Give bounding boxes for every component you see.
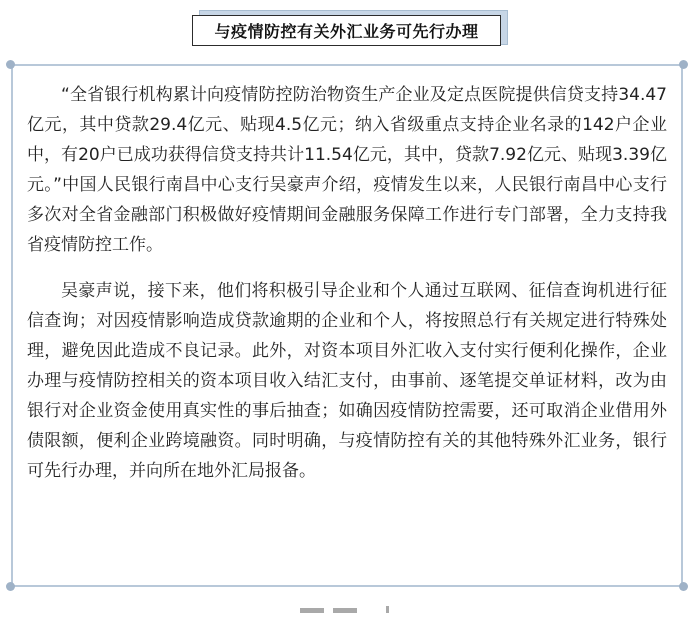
article-paragraph: “全省银行机构累计向疫情防控防治物资生产企业及定点医院提供信贷支持34.47亿元，其中贷款29.4亿元、贴现4.5亿元；纳入省级重点支持企业名录的142户企业中，有20户已成功获得信贷支持共计11.54亿元，其中，贷款7.92亿元、贴现3.39亿元。”中国人民银行南昌中心支行吴豪声介绍，疫情发生以来，人民银行南昌中心支行多次对全省金融部门积极做好疫情期间金融服务保障工作进行专门部署，全力支持我省疫情防控工作。 xyxy=(27,85,667,255)
bottom-decor-bar xyxy=(300,608,324,613)
article-title: 与疫情防控有关外汇业务可先行办理 xyxy=(192,15,501,46)
article-paragraph: 吴豪声说，接下来，他们将积极引导企业和个人通过互联网、征信查询机进行征信查询；对因疫情影响造成贷款逾期的企业和个人，将按照总行有关规定进行特殊处理，避免因此造成不良记录。此外，对资本项目外汇收入支付实行便利化操作，企业办理与疫情防控相关的资本项目收入结汇支付，由事前、逐笔提交单证材料，改为由银行对企业资金使用真实性的事后抽查；如确因疫情防控需要，还可取消企业借用外债限额，便利企业跨境融资。同时明确，与疫情防控有关的其他特殊外汇业务，银行可先行办理，并向所在地外汇局报备。 xyxy=(27,281,667,481)
bottom-decor-tick xyxy=(386,606,389,613)
article-body xyxy=(27,80,667,502)
frame-corner-dot xyxy=(679,60,688,69)
frame-corner-dot xyxy=(6,582,15,591)
frame-corner-dot xyxy=(679,582,688,591)
frame-corner-dot xyxy=(6,60,15,69)
bottom-decor-bar xyxy=(333,608,357,613)
